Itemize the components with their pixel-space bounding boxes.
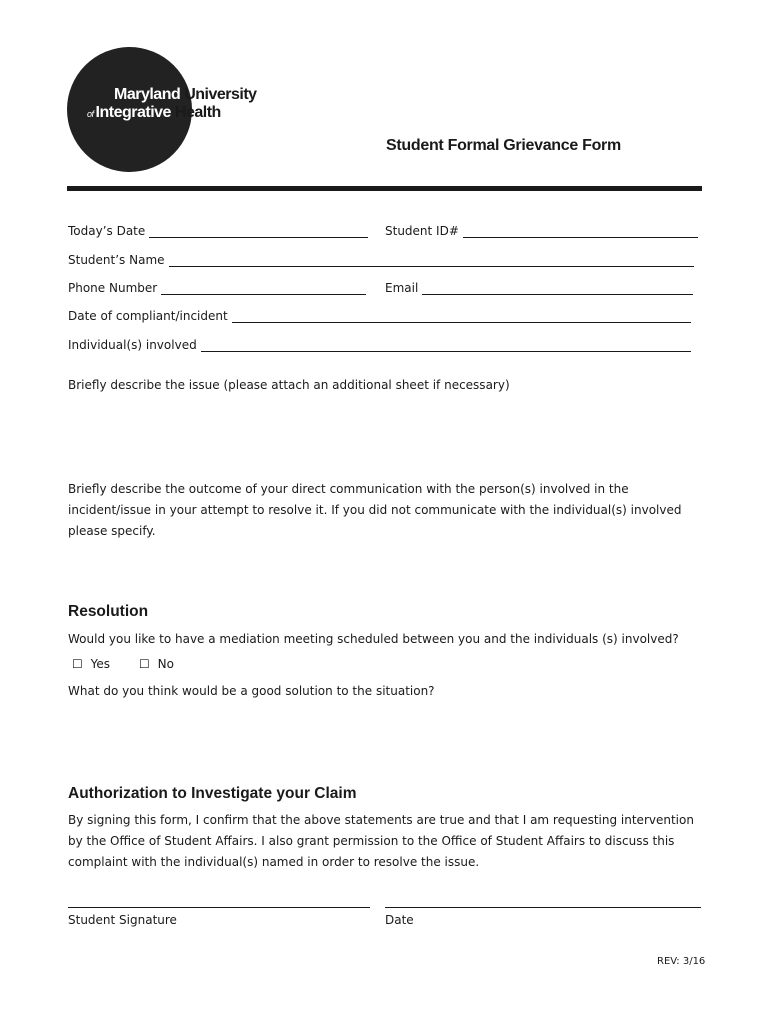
student-signature-line[interactable] bbox=[68, 906, 370, 908]
email-line[interactable] bbox=[422, 284, 693, 295]
option-no[interactable] bbox=[139, 657, 174, 671]
logo-word-university: University bbox=[184, 86, 257, 103]
phone-number-label: Phone Number bbox=[68, 281, 158, 295]
header-divider bbox=[67, 186, 702, 191]
logo-word-maryland: Maryland bbox=[114, 86, 181, 103]
no-label: No bbox=[157, 657, 174, 671]
student-name-line[interactable] bbox=[169, 256, 694, 267]
todays-date-line[interactable] bbox=[149, 227, 368, 238]
student-id-field[interactable] bbox=[385, 224, 698, 238]
incident-date-field[interactable] bbox=[68, 309, 691, 323]
todays-date-field[interactable] bbox=[68, 224, 368, 238]
solution-prompt: What do you think would be a good solution to the situation? bbox=[68, 684, 435, 698]
form-title: Student Formal Grievance Form bbox=[386, 137, 621, 154]
resolution-heading: Resolution bbox=[68, 603, 149, 620]
email-field[interactable] bbox=[385, 281, 693, 295]
todays-date-label: Today’s Date bbox=[68, 224, 146, 238]
describe-outcome-prompt: Briefly describe the outcome of your direct communication with the person(s) involved in the incident/issue in your attempt to resolve it. If you did not communicate with the individual(s) involved please specify. bbox=[68, 482, 682, 538]
student-id-line[interactable] bbox=[463, 227, 698, 238]
phone-number-line[interactable] bbox=[161, 284, 366, 295]
individuals-involved-line[interactable] bbox=[201, 341, 691, 352]
email-label: Email bbox=[385, 281, 419, 295]
student-name-field[interactable] bbox=[68, 253, 694, 267]
no-checkbox[interactable]: ☐ bbox=[139, 657, 150, 671]
authorization-heading: Authorization to Investigate your Claim bbox=[68, 785, 357, 802]
logo-word-of: of bbox=[87, 109, 94, 119]
student-signature-label: Student Signature bbox=[68, 913, 177, 927]
logo-word-integrative: Integrative bbox=[95, 104, 171, 121]
incident-date-line[interactable] bbox=[232, 312, 691, 323]
incident-date-label: Date of compliant/incident bbox=[68, 309, 228, 323]
option-yes[interactable] bbox=[72, 657, 110, 671]
mediation-question: Would you like to have a mediation meeting scheduled between you and the individuals (s) involved? bbox=[68, 632, 679, 646]
individuals-involved-label: Individual(s) involved bbox=[68, 338, 197, 352]
describe-issue-prompt: Briefly describe the issue (please attach an additional sheet if necessary) bbox=[68, 378, 510, 392]
individuals-involved-field[interactable] bbox=[68, 338, 691, 352]
yes-label: Yes bbox=[90, 657, 110, 671]
revision-label: REV: 3/16 bbox=[657, 956, 706, 967]
date-signature-line[interactable] bbox=[385, 906, 701, 908]
phone-number-field[interactable] bbox=[68, 281, 366, 295]
university-logo bbox=[72, 86, 282, 123]
student-id-label: Student ID# bbox=[385, 224, 459, 238]
date-label: Date bbox=[385, 913, 414, 927]
student-name-label: Student’s Name bbox=[68, 253, 165, 267]
yes-checkbox[interactable]: ☐ bbox=[72, 657, 83, 671]
authorization-text: By signing this form, I confirm that the above statements are true and that I am requesting intervention by the Office of Student Affairs. I also grant permission to the Office of Student Affairs to discuss this complaint with the individual(s) named in order to resolve the issue. bbox=[68, 813, 694, 869]
logo-word-health: Health bbox=[174, 104, 221, 121]
